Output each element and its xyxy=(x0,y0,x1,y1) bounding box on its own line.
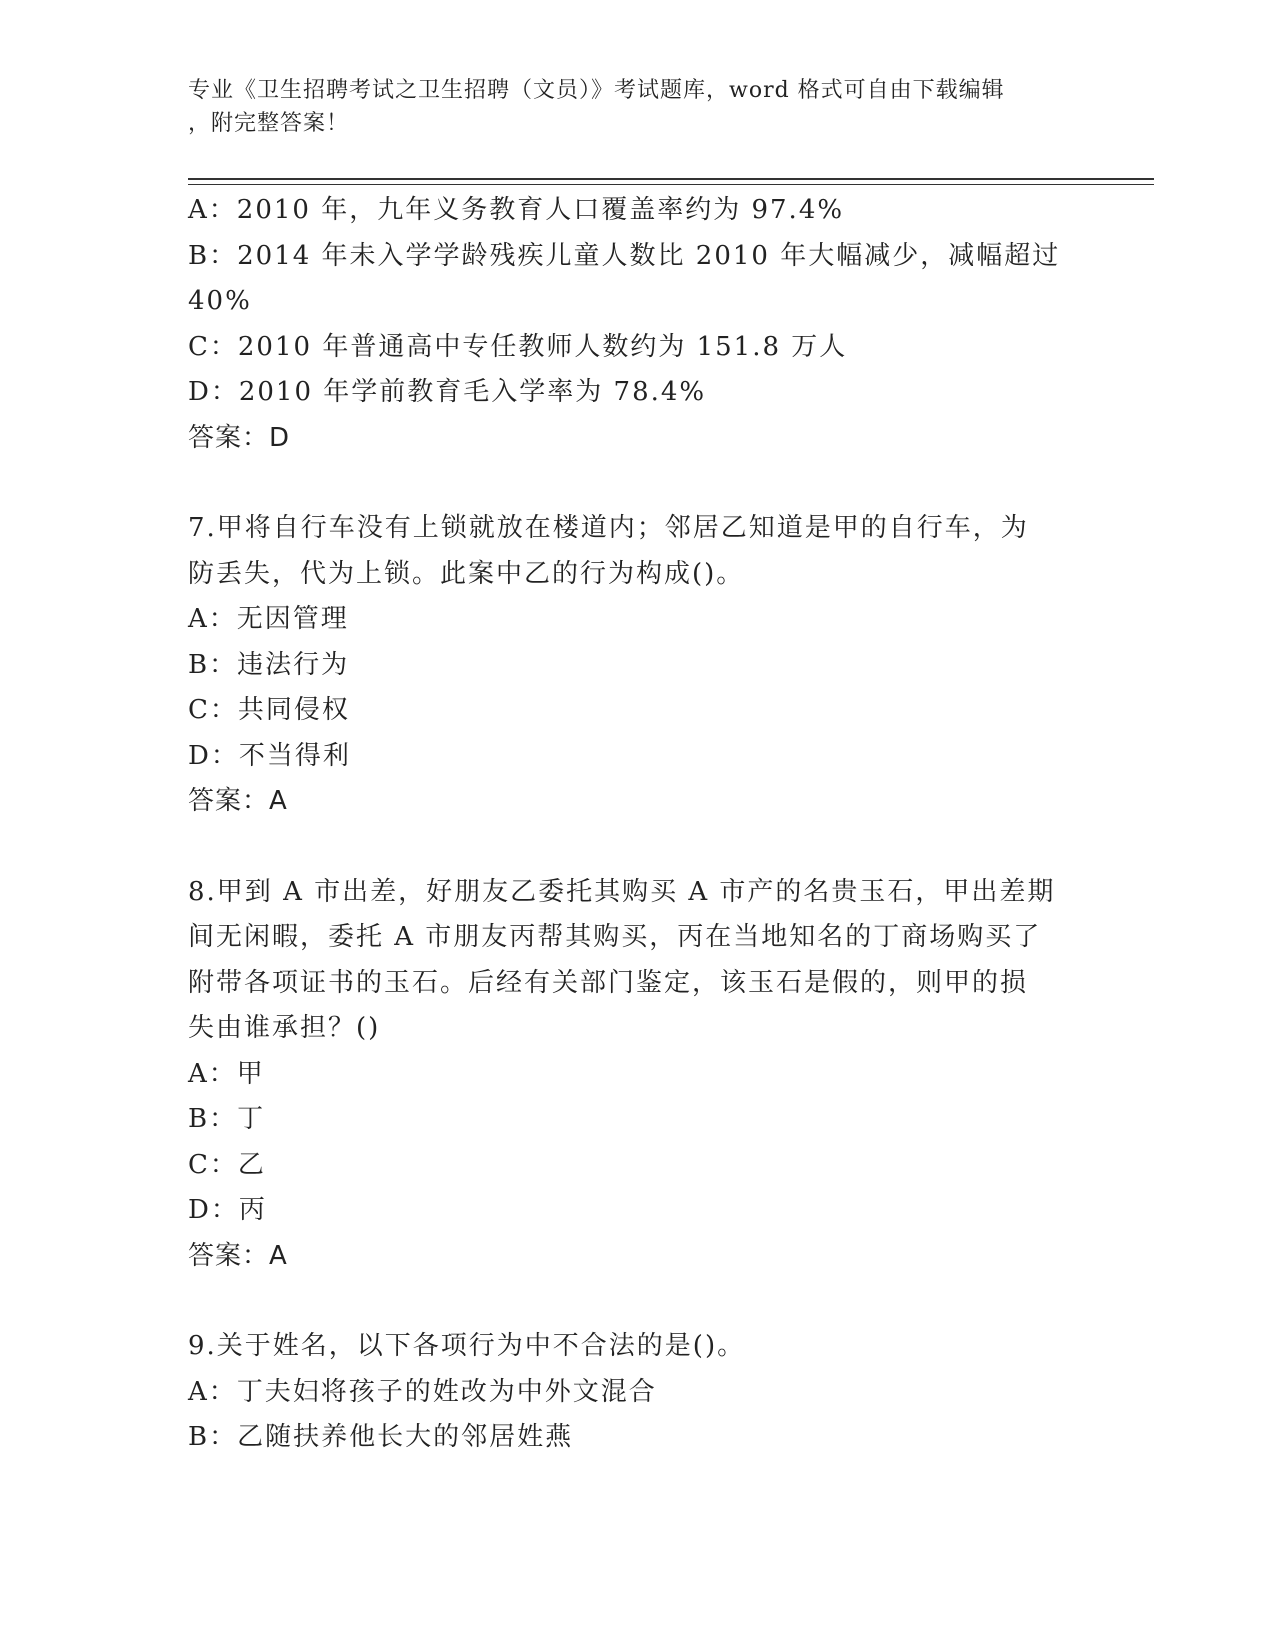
option-b: B：2014 年未入学学龄残疾儿童人数比 2010 年大幅减少，减幅超过 xyxy=(188,240,1061,271)
question-stem: 7.甲将自行车没有上锁就放在楼道内；邻居乙知道是甲的自行车，为 xyxy=(188,513,1029,543)
option-a: A：无因管理 xyxy=(188,604,349,634)
option-a: A：甲 xyxy=(188,1058,265,1089)
option-b: B：违法行为 xyxy=(188,649,350,680)
question-stem: 间无闲暇，委托 A 市朋友丙帮其购买，丙在当地知名的丁商场购买了 xyxy=(188,922,1042,952)
option-c: C：2010 年普通高中专任教师人数约为 151.8 万人 xyxy=(188,331,848,362)
option-b: B：乙随扶养他长大的邻居姓燕 xyxy=(188,1422,574,1452)
option-c: C：乙 xyxy=(188,1149,266,1180)
option-a: A：2010 年，九年义务教育人口覆盖率约为 97.4% xyxy=(188,195,845,225)
option-d: D：不当得利 xyxy=(188,740,351,771)
option-b-continued: 40% xyxy=(188,286,252,316)
question-stem: 8.甲到 A 市出差，好朋友乙委托其购买 A 市产的名贵玉石，甲出差期 xyxy=(188,876,1056,907)
header-line-2: ，附完整答案！ xyxy=(188,111,350,136)
question-stem: 9.关于姓名，以下各项行为中不合法的是()。 xyxy=(188,1331,746,1361)
question-content xyxy=(188,188,1068,1461)
question-6-options xyxy=(188,188,1068,461)
option-a: A：丁夫妇将孩子的姓改为中外文混合 xyxy=(188,1376,657,1407)
question-stem: 附带各项证书的玉石。后经有关部门鉴定，该玉石是假的，则甲的损 xyxy=(188,967,1029,998)
header-divider-thick xyxy=(188,178,1154,180)
question-8 xyxy=(188,870,1068,1280)
header-divider-thin xyxy=(188,184,1154,185)
document-header xyxy=(188,74,1068,140)
question-9 xyxy=(188,1324,1068,1461)
question-7 xyxy=(188,506,1068,825)
question-stem: 失由谁承担？() xyxy=(188,1013,381,1043)
option-c: C：共同侵权 xyxy=(188,695,350,725)
answer: 答案：A xyxy=(188,786,288,816)
option-b: B：丁 xyxy=(188,1104,266,1134)
header-line-1: 专业《卫生招聘考试之卫生招聘（文员）》考试题库，word 格式可自由下载编辑 xyxy=(188,78,1005,103)
answer: 答案：D xyxy=(188,422,291,453)
question-stem: 防丢失，代为上锁。此案中乙的行为构成()。 xyxy=(188,558,745,589)
option-d: D：2010 年学前教育毛入学率为 78.4% xyxy=(188,377,707,407)
option-d: D：丙 xyxy=(188,1195,267,1225)
answer: 答案：A xyxy=(188,1240,288,1271)
